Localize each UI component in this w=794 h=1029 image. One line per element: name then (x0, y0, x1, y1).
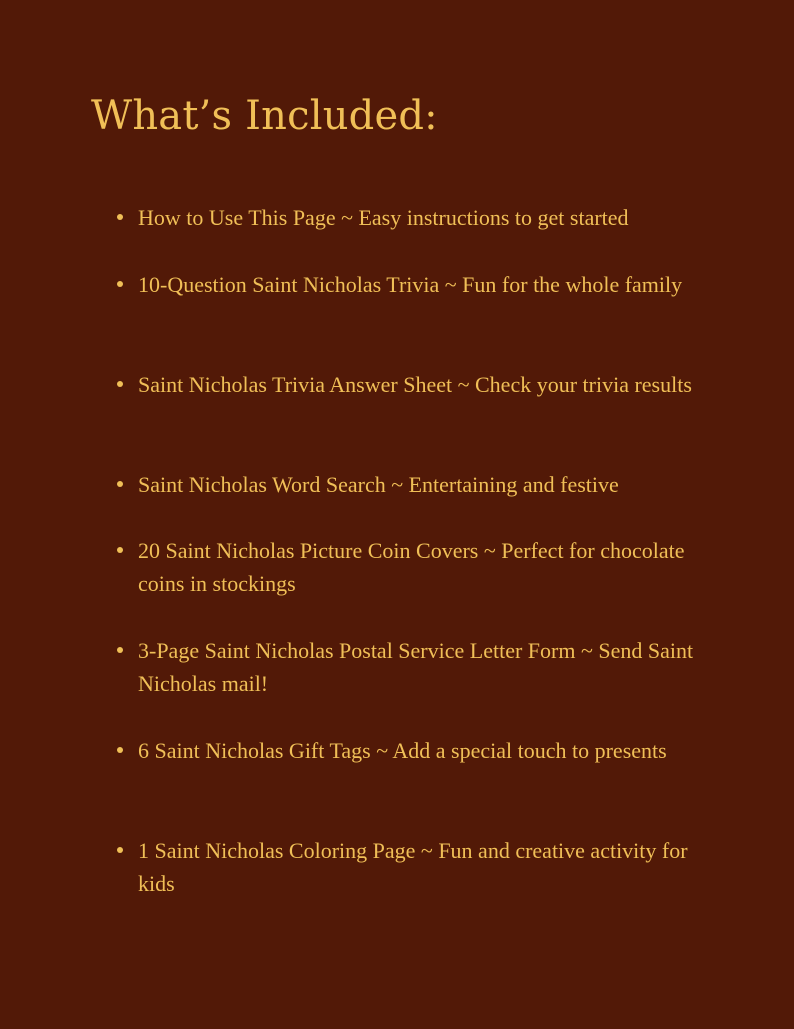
bullet-icon (117, 214, 123, 220)
bullet-icon (117, 481, 123, 487)
bullet-icon (117, 281, 123, 287)
list-item (138, 201, 708, 234)
list-item-text: 6 Saint Nicholas Gift Tags ~ Add a special touch to presents (138, 738, 667, 763)
list-item-text: 3-Page Saint Nicholas Postal Service Letter Form ~ Send Saint Nicholas mail! (138, 638, 694, 696)
list-item-text: Saint Nicholas Word Search ~ Entertaining and festive (138, 472, 619, 497)
page-title: What’s Included: (91, 93, 438, 139)
list-item (138, 268, 708, 301)
list-item-text: 1 Saint Nicholas Coloring Page ~ Fun and creative activity for kids (138, 838, 688, 896)
list-item (138, 634, 708, 700)
list-item (138, 468, 708, 501)
bullet-icon (117, 381, 123, 387)
list-item (138, 534, 708, 600)
list-item (138, 734, 708, 767)
bullet-icon (117, 847, 123, 853)
list-item-text: 10-Question Saint Nicholas Trivia ~ Fun for the whole family (138, 272, 683, 297)
bullet-icon (117, 747, 123, 753)
bullet-icon (117, 547, 123, 553)
bullet-icon (117, 647, 123, 653)
list-item (138, 368, 708, 401)
list-item-text: Saint Nicholas Trivia Answer Sheet ~ Check your trivia results (138, 372, 692, 397)
list-item-text: How to Use This Page ~ Easy instructions to get started (138, 205, 629, 230)
list-item-text: 20 Saint Nicholas Picture Coin Covers ~ Perfect for chocolate coins in stockings (138, 538, 685, 596)
list-item (138, 834, 708, 900)
